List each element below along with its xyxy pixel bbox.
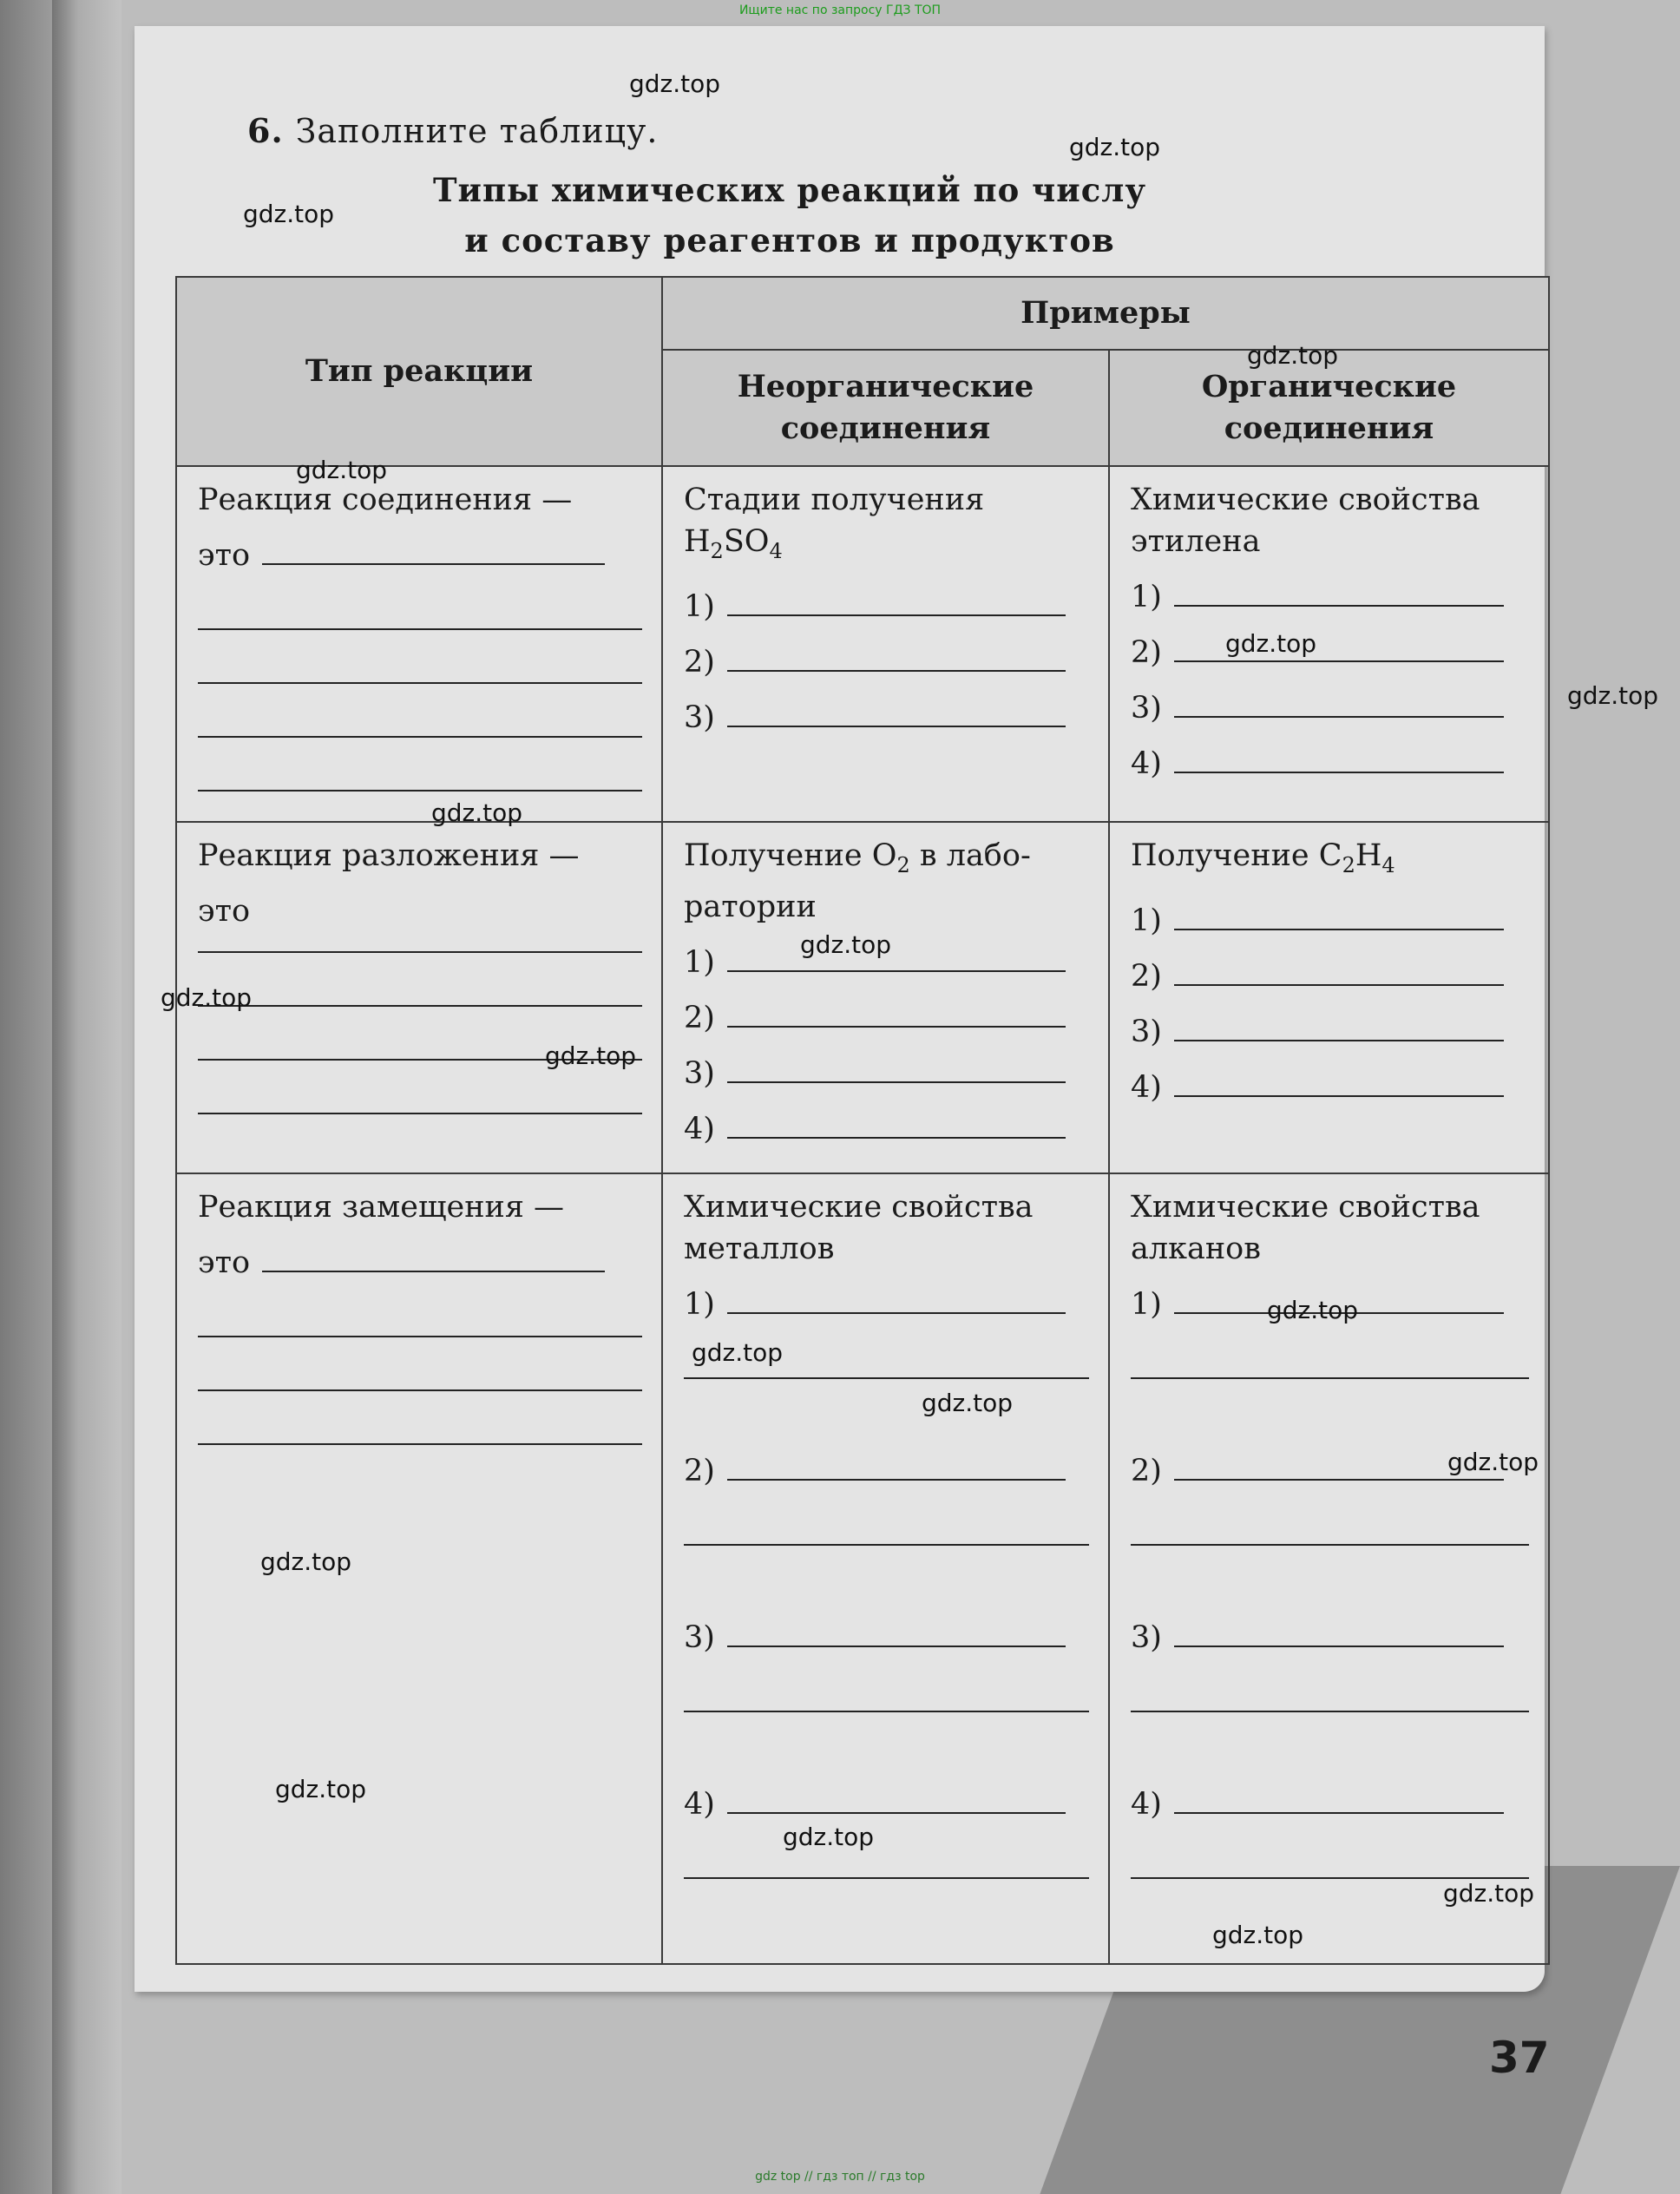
watermark: gdz.top bbox=[431, 798, 523, 827]
watermark: gdz.top bbox=[1567, 681, 1659, 710]
answer-line[interactable]: 1) bbox=[684, 586, 1089, 627]
header-inorganic: Неорганические соединения bbox=[662, 350, 1109, 466]
inorganic-cell-combination bbox=[662, 466, 1109, 822]
watermark: gdz.top bbox=[692, 1338, 784, 1367]
bottom-banner[interactable]: gdz top // гдз топ // гдз top bbox=[755, 2170, 925, 2184]
answer-line[interactable]: 1) bbox=[684, 942, 1089, 983]
watermark: gdz.top bbox=[260, 1547, 352, 1576]
organic-example-label: Химические свойства этилена bbox=[1131, 483, 1480, 559]
answer-line[interactable]: 3) bbox=[684, 1053, 1089, 1094]
top-banner[interactable]: Ищите нас по запросу ГДЗ ТОП bbox=[738, 3, 942, 17]
answer-line[interactable]: 3) bbox=[684, 697, 1089, 739]
watermark: gdz.top bbox=[1225, 629, 1317, 658]
answer-line[interactable] bbox=[684, 1542, 1089, 1546]
reaction-type-label: Реакция соединения — bbox=[198, 483, 573, 517]
header-organic: Органические соединения bbox=[1109, 350, 1549, 466]
watermark: gdz.top bbox=[161, 983, 253, 1012]
watermark: gdz.top bbox=[783, 1823, 875, 1851]
organic-example-label: Химические свойства алканов bbox=[1131, 1190, 1480, 1266]
answer-line[interactable]: 3) bbox=[1131, 687, 1529, 729]
watermark: gdz.top bbox=[629, 69, 721, 98]
answer-line[interactable] bbox=[198, 788, 642, 792]
answer-line[interactable] bbox=[198, 1442, 642, 1445]
answer-line[interactable]: 4) bbox=[1131, 743, 1529, 785]
answer-line[interactable]: 3) bbox=[1131, 1011, 1529, 1053]
answer-line[interactable]: 3) bbox=[684, 1617, 1089, 1659]
answer-line[interactable] bbox=[198, 1334, 642, 1337]
table-row bbox=[176, 466, 1549, 822]
organic-cell-combination bbox=[1109, 466, 1549, 822]
answer-line[interactable]: 1) bbox=[1131, 900, 1529, 942]
definition-blank[interactable] bbox=[262, 1271, 605, 1272]
answer-line[interactable] bbox=[198, 1003, 642, 1007]
answer-line[interactable]: 4) bbox=[1131, 1067, 1529, 1108]
answer-line[interactable] bbox=[198, 680, 642, 684]
answer-line[interactable] bbox=[684, 1709, 1089, 1712]
answer-line[interactable] bbox=[1131, 1709, 1529, 1712]
watermark: gdz.top bbox=[1212, 1921, 1304, 1949]
type-cell-substitution bbox=[176, 1173, 662, 1964]
answer-line[interactable] bbox=[1131, 1376, 1529, 1379]
watermark: gdz.top bbox=[1447, 1448, 1539, 1476]
book-fold-shadow bbox=[52, 0, 78, 2194]
answer-line[interactable]: 1) bbox=[1131, 576, 1529, 618]
answer-line[interactable] bbox=[198, 734, 642, 738]
inorganic-example-label: Химические свойства металлов bbox=[684, 1190, 1034, 1266]
watermark: gdz.top bbox=[922, 1389, 1014, 1417]
watermark: gdz.top bbox=[243, 200, 335, 228]
answer-line[interactable]: 4) bbox=[684, 1783, 1089, 1825]
task-text: Заполните таблицу. bbox=[295, 112, 659, 150]
organic-example-label: Получение $C_2H_4$ bbox=[1131, 838, 1395, 877]
table-title bbox=[338, 165, 1241, 266]
watermark: gdz.top bbox=[275, 1775, 367, 1803]
eto-label: это bbox=[198, 894, 251, 929]
title-line-2: и составу реагентов и продуктов bbox=[464, 221, 1115, 259]
inorganic-cell-substitution bbox=[662, 1173, 1109, 1964]
page-number: 37 bbox=[1489, 2033, 1550, 2083]
answer-line[interactable] bbox=[684, 1376, 1089, 1379]
reaction-type-label: Реакция разложения — bbox=[198, 838, 580, 873]
definition-blank[interactable] bbox=[262, 563, 605, 565]
header-reaction-type: Тип реакции bbox=[176, 277, 662, 466]
watermark: gdz.top bbox=[296, 456, 388, 484]
inorganic-example-label: Получение $O_2$ в лабо-ратории bbox=[684, 838, 1031, 924]
answer-line[interactable]: 2) bbox=[684, 1450, 1089, 1492]
eto-label: это bbox=[198, 1245, 251, 1280]
inorganic-cell-decomposition bbox=[662, 822, 1109, 1173]
task-heading bbox=[247, 111, 659, 150]
answer-line[interactable]: 2) bbox=[1131, 956, 1529, 997]
answer-line[interactable]: 2) bbox=[684, 641, 1089, 683]
header-examples: Примеры bbox=[662, 277, 1549, 350]
answer-line[interactable]: 1) bbox=[1131, 1284, 1529, 1325]
title-line-1: Типы химических реакций по числу bbox=[432, 171, 1147, 209]
inorganic-example-label: Стадии получения $H_2SO_4$ bbox=[684, 483, 985, 563]
answer-line[interactable]: 4) bbox=[684, 1108, 1089, 1150]
answer-line[interactable]: 2) bbox=[1131, 1450, 1529, 1492]
answer-line[interactable] bbox=[684, 1875, 1089, 1879]
watermark: gdz.top bbox=[1247, 341, 1339, 370]
organic-cell-substitution bbox=[1109, 1173, 1549, 1964]
answer-line[interactable] bbox=[198, 627, 642, 630]
watermark: gdz.top bbox=[1443, 1879, 1535, 1908]
reaction-type-label: Реакция замещения — bbox=[198, 1190, 565, 1225]
answer-line[interactable]: 4) bbox=[1131, 1783, 1529, 1825]
watermark: gdz.top bbox=[545, 1041, 637, 1070]
organic-cell-decomposition bbox=[1109, 822, 1549, 1173]
answer-line[interactable] bbox=[1131, 1542, 1529, 1546]
answer-line[interactable] bbox=[198, 1111, 642, 1114]
eto-label: это bbox=[198, 538, 251, 573]
answer-line[interactable]: 3) bbox=[1131, 1617, 1529, 1659]
watermark: gdz.top bbox=[800, 930, 892, 959]
type-cell-combination bbox=[176, 466, 662, 822]
task-number: 6. bbox=[247, 111, 284, 150]
answer-line[interactable]: 1) bbox=[684, 1284, 1089, 1325]
answer-line[interactable]: 2) bbox=[1131, 632, 1529, 673]
watermark: gdz.top bbox=[1069, 133, 1161, 161]
reaction-types-table bbox=[175, 276, 1550, 1965]
table-row bbox=[176, 822, 1549, 1173]
answer-line[interactable]: 2) bbox=[684, 997, 1089, 1039]
answer-line[interactable] bbox=[198, 949, 642, 953]
watermark: gdz.top bbox=[1267, 1296, 1359, 1324]
answer-line[interactable] bbox=[198, 1388, 642, 1391]
